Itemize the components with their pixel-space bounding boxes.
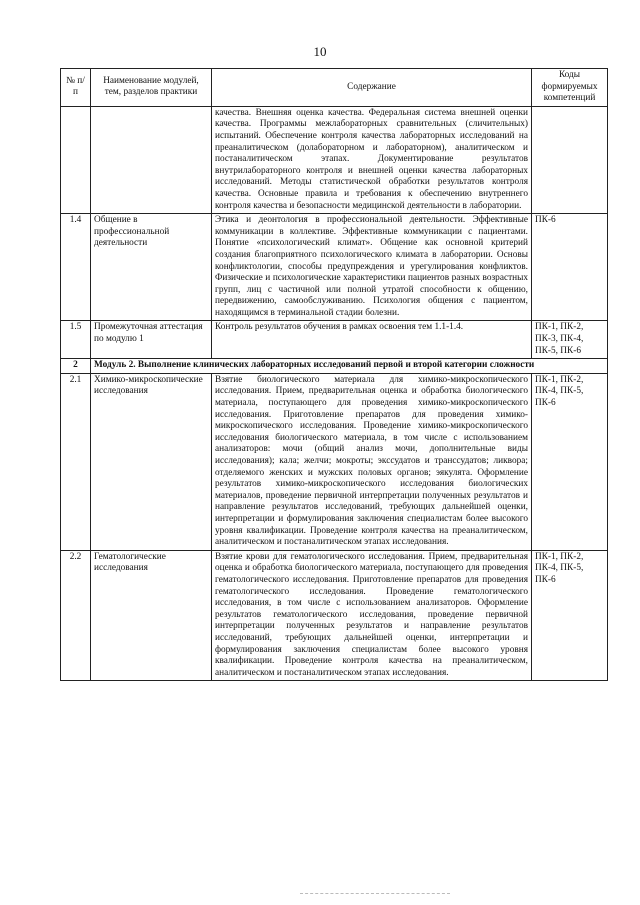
row-codes: ПК-6 bbox=[532, 214, 608, 321]
row-content: Взятие биологического материала для химико-микроскопического исследования. Прием, предварительная оценка и обработка биологического материала, поступающего для проведения химико-микроскопического исследования. Приготовление препаратов для проведения химико-микроскопического исследования. Проведение химико-микроскопического исследования биологического материала, в том числе с использованием анализаторов: мочи (общий анализ мочи, дополнительные виды исследования); кала; желчи; мокроты; экссудатов и транссудатов; ликвора; отделяемого женских и мужских половых органов; эякулята. Оформление результатов химико-микроскопического исследования биологических материалов, проведение первичной интерпретации полученных результатов и направление результатов исследований, требующих дальнейшей оценки, интерпретации и формулирования заключения специалистам более высокого уровня квалификации. Проведение контроля качества на преаналитическом, аналитическом и постаналитическом этапах исследования. bbox=[212, 373, 532, 550]
row-codes bbox=[532, 106, 608, 213]
row-name: Гематологические исследования bbox=[91, 550, 212, 681]
row-content: качества. Внешняя оценка качества. Федеральная система внешней оценки качества. Программы межлабораторных сравнительных (сличительных) испытаний. Обеспечение контроля качества лабораторных исследований на преаналитическом (долабораторном и лабораторном), аналитическом и постаналитическом этапах. Документирование результатов внутрилабораторного контроля и внешней оценки качества лабораторных исследований. Методы статистической обработки результатов контроля качества. Основные правила и требования к обеспечению внутреннего контроля качества и безопасности медицинской деятельности в лаборатории. bbox=[212, 106, 532, 213]
row-num: 2.2 bbox=[61, 550, 91, 681]
row-content: Этика и деонтология в профессиональной деятельности. Эффективные коммуникации в коллективе. Эффективные коммуникации с пациентами. Понятие «психологический климат». Общение как основной критерий создания благоприятного психологического климата в лаборатории. Основы конфликтологии, способы предупреждения и урегулирования конфликтов. Физические и психологические характеристики пациентов разных возрастных групп, лиц с частичной или полной утратой способности к общению, передвижению, самообслуживанию. Психология общения с пациентом, находящимся в терминальной стадии болезни. bbox=[212, 214, 532, 321]
module-header-row bbox=[61, 359, 608, 374]
row-num: 2.1 bbox=[61, 373, 91, 550]
scan-artifact-line bbox=[300, 893, 450, 896]
row-num: 1.5 bbox=[61, 321, 91, 359]
page-number: 10 bbox=[313, 44, 327, 59]
table-row bbox=[61, 321, 608, 359]
row-name: Химико-микроскопические исследования bbox=[91, 373, 212, 550]
row-name: Общение в профессиональной деятельности bbox=[91, 214, 212, 321]
header-codes: Коды формируемых компетенций bbox=[532, 69, 608, 107]
row-name: Промежуточная аттестация по модулю 1 bbox=[91, 321, 212, 359]
row-codes: ПК-1, ПК-2, ПК-4, ПК-5, ПК-6 bbox=[532, 373, 608, 550]
module-num: 2 bbox=[61, 359, 91, 374]
row-codes: ПК-1, ПК-2, ПК-3, ПК-4, ПК-5, ПК-6 bbox=[532, 321, 608, 359]
curriculum-table bbox=[60, 68, 608, 681]
header-name: Наименование модулей, тем, разделов практики bbox=[91, 69, 212, 107]
table-row bbox=[61, 106, 608, 213]
table-header-row bbox=[61, 69, 608, 107]
header-content: Содержание bbox=[212, 69, 532, 107]
module-title: Модуль 2. Выполнение клинических лабораторных исследований первой и второй категории сложности bbox=[91, 359, 608, 374]
header-num: № п/п bbox=[61, 69, 91, 107]
row-num: 1.4 bbox=[61, 214, 91, 321]
row-content: Взятие крови для гематологического исследования. Прием, предварительная оценка и обработка биологического материала, поступающего для проведения гематологического исследования. Приготовление препаратов для проведения гематологического исследования. Проведение гематологического исследования, в том числе с использованием анализаторов. Оформление результатов гематологического исследования, проведение первичной интерпретации полученных результатов и направление результатов исследований, требующих дальнейшей оценки, интерпретации и формулирования заключения специалистам более высокого уровня квалификации. Проведение контроля качества на преаналитическом, аналитическом и постаналитическом этапах исследования. bbox=[212, 550, 532, 681]
row-num bbox=[61, 106, 91, 213]
table-row bbox=[61, 214, 608, 321]
table-row bbox=[61, 373, 608, 550]
row-codes: ПК-1, ПК-2, ПК-4, ПК-5, ПК-6 bbox=[532, 550, 608, 681]
table-row bbox=[61, 550, 608, 681]
row-content: Контроль результатов обучения в рамках освоения тем 1.1-1.4. bbox=[212, 321, 532, 359]
row-name bbox=[91, 106, 212, 213]
